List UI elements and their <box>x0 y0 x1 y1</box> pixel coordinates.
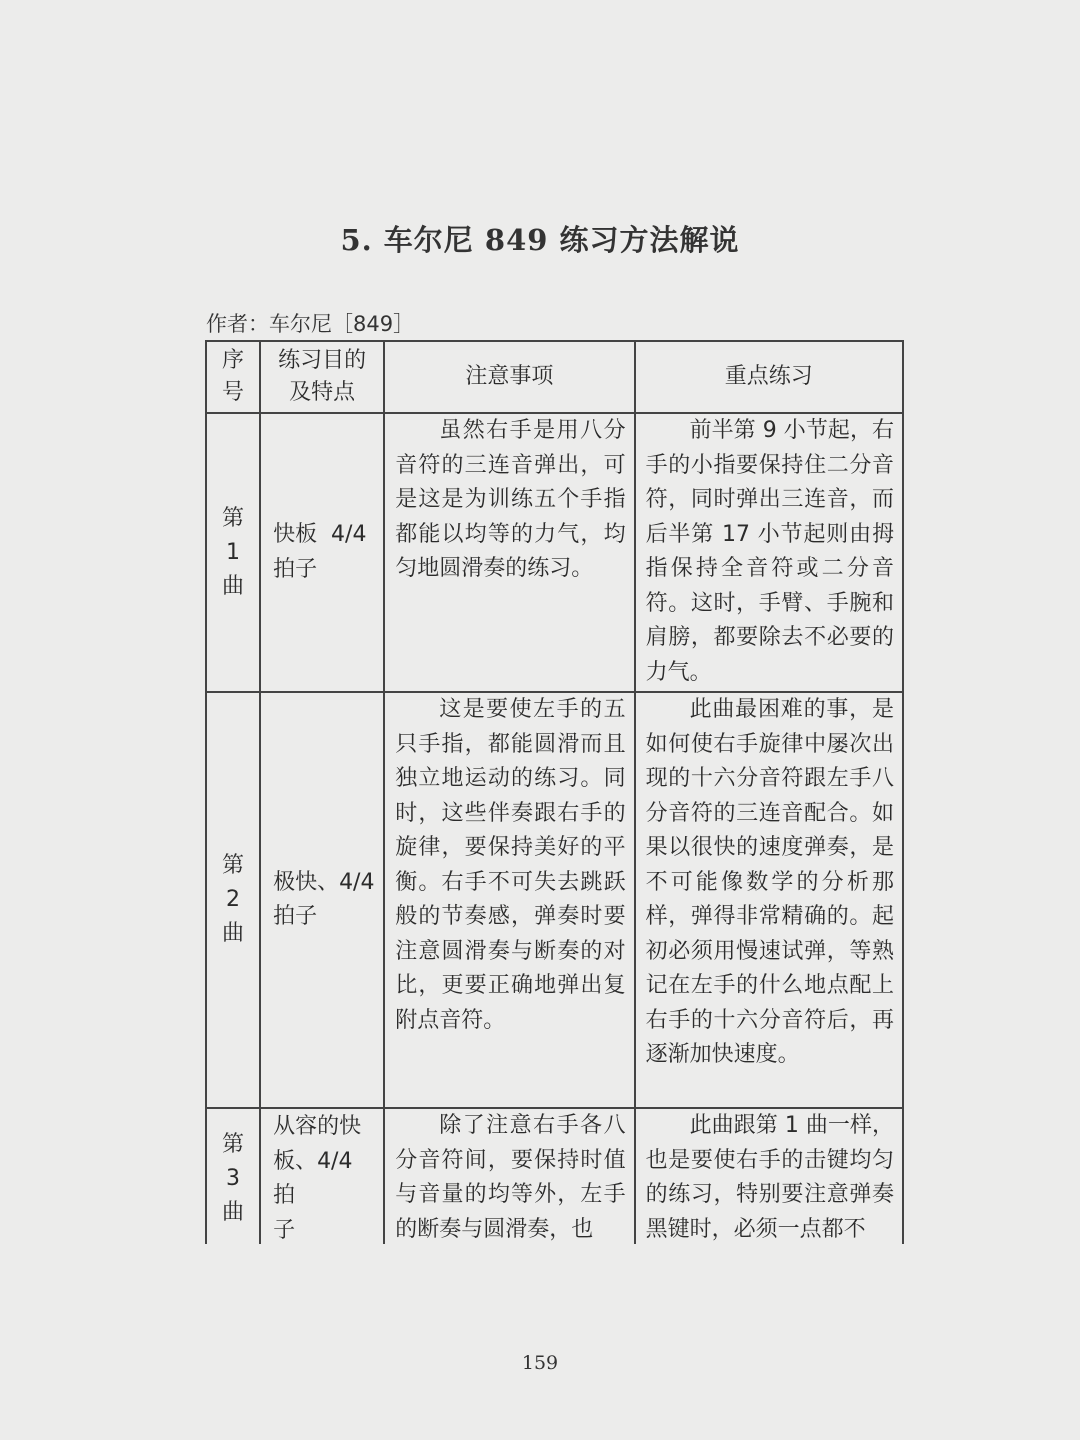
row-number-line: 2 <box>226 887 241 912</box>
row-notes: 除了注意右手各八分音符间，要保持时值与音量的均等外，左手的断奏与圆滑奏，也 <box>384 1108 634 1244</box>
row-purpose-line: 拍子 <box>273 904 318 929</box>
row-purpose-line: 拍子 <box>273 556 318 582</box>
row-number-line: 曲 <box>222 573 245 599</box>
row-number <box>206 413 260 692</box>
header-purpose-line: 及特点 <box>289 380 356 405</box>
header-notes: 注意事项 <box>384 341 634 413</box>
exercise-table <box>205 340 904 1244</box>
row-number-line: 曲 <box>222 921 245 946</box>
row-number-line: 曲 <box>222 1200 245 1225</box>
row-number <box>206 692 260 1108</box>
row-number-line: 1 <box>226 539 241 565</box>
header-purpose-line: 练习目的 <box>278 348 367 373</box>
header-key-practice: 重点练习 <box>635 341 903 413</box>
row-key-practice: 此曲最困难的事，是如何使右手旋律中屡次出现的十六分音符跟左手八分音符的三连音配合。如果以很快的速度弹奏，是不可能像数学的分析那样，弹得非常精确的。起初必须用慢速试弹，等熟记在左手的什么地点配上右手的十六分音符后，再逐渐加快速度。 <box>635 692 903 1108</box>
row-purpose-line: 从容的快 <box>273 1114 362 1139</box>
table-row <box>206 413 903 692</box>
row-key-practice: 前半第 9 小节起，右手的小指要保持住二分音符，同时弹出三连音，而后半第 17 小节起则由拇指保持全音符或二分音符。这时，手臂、手腕和肩膀，都要除去不必要的力气。 <box>635 413 903 692</box>
header-purpose <box>260 341 384 413</box>
author-line: 作者：车尔尼［849］ <box>206 312 415 336</box>
row-purpose-line: 快板 4/4 <box>273 522 367 547</box>
row-purpose-line: 子 <box>273 1217 296 1243</box>
table-row <box>206 1108 903 1244</box>
row-purpose <box>260 413 384 692</box>
row-number <box>206 1108 260 1244</box>
row-number-line: 第 <box>222 853 245 878</box>
row-key-practice: 此曲跟第 1 曲一样，也是要使右手的击键均匀的练习，特别要注意弹奏黑键时，必须一点都不 <box>635 1108 903 1244</box>
row-purpose-line: 板、4/4 拍 <box>273 1148 353 1208</box>
page-title: 5. 车尔尼 849 练习方法解说 <box>340 223 740 257</box>
page-number: 159 <box>521 1352 559 1374</box>
row-notes: 这是要使左手的五只手指，都能圆滑而且独立地运动的练习。同时，这些伴奏跟右手的旋律，要保持美好的平衡。右手不可失去跳跃般的节奏感，弹奏时要注意圆滑奏与断奏的对比，更要正确地弹出复附点音符。 <box>384 692 634 1108</box>
header-number <box>206 341 260 413</box>
row-purpose <box>260 692 384 1108</box>
table-container <box>205 340 904 1244</box>
row-purpose-line: 极快、4/4 <box>273 869 375 895</box>
row-purpose <box>260 1108 384 1244</box>
table-row <box>206 692 903 1108</box>
header-number-line: 号 <box>222 380 245 405</box>
row-number-line: 第 <box>222 1132 245 1157</box>
row-notes: 虽然右手是用八分音符的三连音弹出，可是这是为训练五个手指都能以均等的力气，均匀地圆滑奏的练习。 <box>384 413 634 692</box>
table-header-row <box>206 341 903 413</box>
header-number-line: 序 <box>222 348 245 373</box>
row-number-line: 第 <box>222 505 245 531</box>
row-number-line: 3 <box>226 1166 241 1191</box>
